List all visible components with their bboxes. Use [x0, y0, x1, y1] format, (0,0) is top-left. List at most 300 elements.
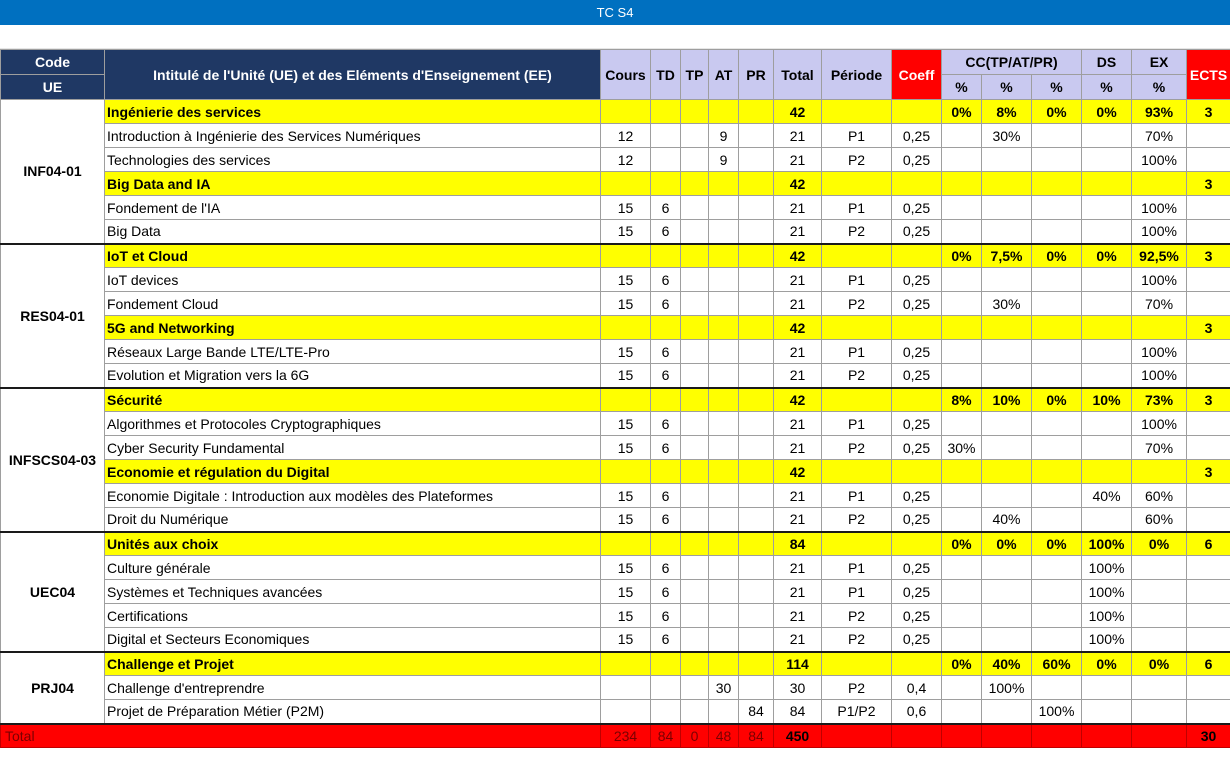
ee-title: Evolution et Migration vers la 6G [105, 364, 601, 388]
blank-row [0, 25, 1230, 49]
ee-cell: 100% [982, 676, 1032, 700]
ee-title: Fondement Cloud [105, 292, 601, 316]
ee-cell [1187, 124, 1230, 148]
ee-cell: 21 [774, 340, 822, 364]
ee-cell [982, 364, 1032, 388]
ee-cell [1187, 628, 1230, 652]
ee-cell: P1 [822, 196, 892, 220]
ee-cell [1032, 364, 1082, 388]
ee-cell [1032, 508, 1082, 532]
ee-cell [1132, 676, 1187, 700]
ee-cell: P2 [822, 220, 892, 244]
ee-cell: 6 [651, 628, 681, 652]
ee-cell: 70% [1132, 292, 1187, 316]
ue-cell: 8% [982, 100, 1032, 124]
header-cc: CC(TP/AT/PR) [942, 50, 1082, 75]
ee-row [1, 700, 1230, 724]
ue-cell [942, 172, 982, 196]
ee-cell [1187, 292, 1230, 316]
ee-cell: 0,25 [892, 364, 942, 388]
total-cell [822, 724, 892, 748]
ee-cell: 21 [774, 364, 822, 388]
ee-cell: 21 [774, 436, 822, 460]
ee-cell: 6 [651, 364, 681, 388]
ee-cell: 100% [1132, 412, 1187, 436]
ee-cell: 6 [651, 556, 681, 580]
ee-cell [709, 340, 739, 364]
ue-cell: 0% [1032, 532, 1082, 556]
ee-cell: 70% [1132, 436, 1187, 460]
ee-row [1, 364, 1230, 388]
ee-cell: 100% [1132, 364, 1187, 388]
ue-cell [681, 316, 709, 340]
ee-cell [942, 148, 982, 172]
ue-cell: 42 [774, 172, 822, 196]
total-ects: 30 [1187, 724, 1230, 748]
ee-cell [739, 196, 774, 220]
ee-cell: P2 [822, 364, 892, 388]
ee-cell [681, 508, 709, 532]
ee-cell: 15 [601, 364, 651, 388]
ue-cell [601, 244, 651, 268]
ee-cell: 84 [739, 700, 774, 724]
ee-cell [942, 580, 982, 604]
ee-cell [709, 580, 739, 604]
total-cell: 0 [681, 724, 709, 748]
ue-cell: 93% [1132, 100, 1187, 124]
ee-cell [709, 268, 739, 292]
ue-cell: 0% [1082, 652, 1132, 676]
ee-cell [709, 412, 739, 436]
ee-cell [739, 676, 774, 700]
ee-cell [1132, 700, 1187, 724]
ee-cell [982, 484, 1032, 508]
ue-cell: 0% [1132, 652, 1187, 676]
ue-cell: 42 [774, 244, 822, 268]
ee-cell: 100% [1132, 340, 1187, 364]
ee-cell [942, 292, 982, 316]
ue-cell: 0% [942, 652, 982, 676]
ee-title: Systèmes et Techniques avancées [105, 580, 601, 604]
total-cell: 84 [651, 724, 681, 748]
ee-cell: 15 [601, 580, 651, 604]
ee-row [1, 580, 1230, 604]
ee-cell: 15 [601, 604, 651, 628]
ue-cell [822, 652, 892, 676]
ue-cell [892, 652, 942, 676]
ue-cell: 0% [1032, 388, 1082, 412]
ee-cell [1032, 556, 1082, 580]
header-ue: UE [1, 75, 105, 100]
total-cell [942, 724, 982, 748]
ee-cell [1032, 628, 1082, 652]
ee-cell: 21 [774, 508, 822, 532]
ue-cell [982, 172, 1032, 196]
ee-cell [1132, 556, 1187, 580]
ee-cell [942, 220, 982, 244]
ee-cell: P1/P2 [822, 700, 892, 724]
ee-cell [942, 604, 982, 628]
header-cc-pct-3: % [1032, 75, 1082, 100]
ee-cell: 12 [601, 148, 651, 172]
ee-cell: 6 [651, 268, 681, 292]
ee-row [1, 196, 1230, 220]
ee-cell: 15 [601, 292, 651, 316]
ee-cell: 70% [1132, 124, 1187, 148]
ue-cell: 73% [1132, 388, 1187, 412]
ue-cell [822, 244, 892, 268]
ee-cell [739, 268, 774, 292]
ee-cell: 21 [774, 148, 822, 172]
ue-cell: 8% [942, 388, 982, 412]
ee-title: Algorithmes et Protocoles Cryptographiques [105, 412, 601, 436]
ee-cell [681, 340, 709, 364]
ee-row [1, 148, 1230, 172]
header-cc-pct-2: % [982, 75, 1032, 100]
ee-cell: 21 [774, 412, 822, 436]
ue-cell: 42 [774, 100, 822, 124]
ee-cell: 0,25 [892, 196, 942, 220]
total-cell: 234 [601, 724, 651, 748]
ee-cell: 40% [1082, 484, 1132, 508]
ee-cell: 6 [651, 436, 681, 460]
ee-row [1, 292, 1230, 316]
ee-cell [709, 484, 739, 508]
ee-cell [1187, 220, 1230, 244]
ue-cell: 0% [1032, 244, 1082, 268]
ue-cell [651, 244, 681, 268]
ee-title: Big Data [105, 220, 601, 244]
ee-cell: 21 [774, 556, 822, 580]
ee-cell [1187, 604, 1230, 628]
ee-cell [739, 124, 774, 148]
ee-cell [1082, 196, 1132, 220]
total-row [1, 724, 1230, 748]
ue-title: Challenge et Projet [105, 652, 601, 676]
ue-cell [822, 532, 892, 556]
ee-row [1, 556, 1230, 580]
ee-cell [1187, 148, 1230, 172]
ee-cell [982, 412, 1032, 436]
ue-title: Economie et régulation du Digital [105, 460, 601, 484]
ee-cell [982, 436, 1032, 460]
ee-cell: 100% [1082, 628, 1132, 652]
ee-cell [1082, 676, 1132, 700]
header-ects: ECTS [1187, 50, 1230, 100]
ue-cell [739, 172, 774, 196]
ue-cell [1132, 172, 1187, 196]
header-at: AT [709, 50, 739, 100]
ee-cell [709, 604, 739, 628]
ue-cell: 0% [1132, 532, 1187, 556]
ee-cell: 60% [1132, 484, 1187, 508]
ue-cell [601, 172, 651, 196]
ue-cell [892, 172, 942, 196]
ee-cell [1032, 676, 1082, 700]
ee-cell: 6 [651, 220, 681, 244]
ee-cell [942, 196, 982, 220]
ue-cell [1032, 316, 1082, 340]
header-cours: Cours [601, 50, 651, 100]
ee-cell: 15 [601, 220, 651, 244]
ue-cell [942, 316, 982, 340]
ee-cell [1082, 124, 1132, 148]
ee-cell [942, 508, 982, 532]
total-cell: 450 [774, 724, 822, 748]
ue-cell [601, 652, 651, 676]
ee-cell [1082, 268, 1132, 292]
ee-cell: P1 [822, 340, 892, 364]
ue-cell [651, 172, 681, 196]
header-periode: Période [822, 50, 892, 100]
ee-cell: 15 [601, 556, 651, 580]
ee-cell [1187, 412, 1230, 436]
ue-cell: 0% [1082, 100, 1132, 124]
ee-cell: 21 [774, 268, 822, 292]
ue-cell [1132, 316, 1187, 340]
ee-cell: 21 [774, 220, 822, 244]
ee-cell: 100% [1082, 604, 1132, 628]
ue-code: PRJ04 [1, 652, 105, 724]
header-td: TD [651, 50, 681, 100]
ee-cell: 15 [601, 628, 651, 652]
ee-cell [651, 700, 681, 724]
ee-row [1, 340, 1230, 364]
ee-cell [739, 148, 774, 172]
ue-cell: 3 [1187, 316, 1230, 340]
ee-cell [1032, 196, 1082, 220]
ue-cell [1082, 316, 1132, 340]
ue-cell: 0% [942, 532, 982, 556]
ee-cell: 15 [601, 196, 651, 220]
ue-cell [739, 388, 774, 412]
ee-cell: 9 [709, 124, 739, 148]
ee-cell [982, 220, 1032, 244]
ee-cell [1032, 124, 1082, 148]
ee-cell [1032, 292, 1082, 316]
ee-cell [1187, 676, 1230, 700]
ee-cell [942, 628, 982, 652]
header-tp: TP [681, 50, 709, 100]
ee-cell: P1 [822, 556, 892, 580]
ee-cell: 6 [651, 340, 681, 364]
ee-cell: 6 [651, 508, 681, 532]
ee-cell: P2 [822, 148, 892, 172]
ee-cell [709, 628, 739, 652]
ee-cell: 0,25 [892, 436, 942, 460]
ue-cell [601, 100, 651, 124]
ue-row [1, 316, 1230, 340]
ee-cell [681, 148, 709, 172]
ee-cell: P1 [822, 580, 892, 604]
ee-cell [681, 580, 709, 604]
header-ds: DS [1082, 50, 1132, 75]
ue-cell: 3 [1187, 388, 1230, 412]
ue-cell [1132, 460, 1187, 484]
ue-row [1, 388, 1230, 412]
ee-row [1, 604, 1230, 628]
ee-cell: 0,25 [892, 508, 942, 532]
ee-cell [709, 436, 739, 460]
ee-cell: 0,25 [892, 148, 942, 172]
header-total: Total [774, 50, 822, 100]
ue-cell [1032, 460, 1082, 484]
ee-cell: 30% [982, 124, 1032, 148]
ee-cell [1082, 436, 1132, 460]
ee-cell [1032, 340, 1082, 364]
ee-cell: 0,25 [892, 580, 942, 604]
ue-cell [651, 532, 681, 556]
ue-cell [651, 652, 681, 676]
ee-cell [982, 148, 1032, 172]
ue-cell [709, 532, 739, 556]
ue-cell [709, 172, 739, 196]
ee-cell [982, 268, 1032, 292]
ue-cell: 42 [774, 460, 822, 484]
ee-cell [651, 148, 681, 172]
ee-cell: 0,25 [892, 292, 942, 316]
ee-cell [982, 340, 1032, 364]
ee-cell [1032, 220, 1082, 244]
ee-cell: 0,25 [892, 412, 942, 436]
ue-cell [739, 652, 774, 676]
ee-row [1, 484, 1230, 508]
header-ex: EX [1132, 50, 1187, 75]
ue-cell: 114 [774, 652, 822, 676]
ee-cell [1082, 148, 1132, 172]
ee-cell: P1 [822, 412, 892, 436]
ee-title: Challenge d'entreprendre [105, 676, 601, 700]
ue-cell: 60% [1032, 652, 1082, 676]
ee-cell [739, 508, 774, 532]
ee-cell [942, 700, 982, 724]
ee-cell [942, 364, 982, 388]
ue-cell: 3 [1187, 460, 1230, 484]
ee-cell: 21 [774, 124, 822, 148]
ee-row [1, 676, 1230, 700]
ee-row [1, 628, 1230, 652]
ue-code: INF04-01 [1, 100, 105, 244]
ee-cell: 6 [651, 196, 681, 220]
ue-cell [942, 460, 982, 484]
ue-cell [709, 100, 739, 124]
ee-cell [681, 700, 709, 724]
ee-cell: 0,25 [892, 604, 942, 628]
ee-title: IoT devices [105, 268, 601, 292]
ee-cell [1187, 340, 1230, 364]
ue-cell [822, 388, 892, 412]
total-cell [982, 724, 1032, 748]
sheet-title-bar [0, 0, 1230, 25]
ee-cell [1082, 220, 1132, 244]
ee-cell [709, 364, 739, 388]
ee-cell [942, 676, 982, 700]
ee-cell: P2 [822, 604, 892, 628]
ue-cell [709, 652, 739, 676]
ue-row [1, 100, 1230, 124]
ee-cell: 21 [774, 628, 822, 652]
ee-cell [1187, 700, 1230, 724]
ee-cell: P2 [822, 628, 892, 652]
ee-cell: 60% [1132, 508, 1187, 532]
ee-cell [681, 556, 709, 580]
ue-cell: 0% [942, 244, 982, 268]
ee-cell [942, 340, 982, 364]
ee-cell [681, 604, 709, 628]
ee-title: Cyber Security Fundamental [105, 436, 601, 460]
ee-cell [739, 292, 774, 316]
ue-row [1, 244, 1230, 268]
ue-cell [681, 652, 709, 676]
header-row-1 [1, 50, 1230, 75]
ee-cell [739, 436, 774, 460]
ee-cell [681, 412, 709, 436]
ue-cell: 3 [1187, 172, 1230, 196]
ee-cell [739, 340, 774, 364]
ee-cell: 21 [774, 580, 822, 604]
ee-cell: 30 [709, 676, 739, 700]
table-body [1, 100, 1230, 724]
ue-cell [982, 316, 1032, 340]
ee-row [1, 436, 1230, 460]
ue-cell [1032, 172, 1082, 196]
total-label: Total [1, 724, 601, 748]
ue-cell: 84 [774, 532, 822, 556]
ee-cell: 15 [601, 508, 651, 532]
ee-cell: 6 [651, 292, 681, 316]
ee-cell [681, 436, 709, 460]
ee-cell [681, 268, 709, 292]
ue-cell [739, 460, 774, 484]
ee-cell: P1 [822, 484, 892, 508]
ee-cell [709, 556, 739, 580]
ee-cell [1132, 628, 1187, 652]
ee-row [1, 124, 1230, 148]
ee-cell [1082, 508, 1132, 532]
ee-cell: 0,25 [892, 628, 942, 652]
total-cell [1132, 724, 1187, 748]
ee-title: Droit du Numérique [105, 508, 601, 532]
ue-cell: 10% [982, 388, 1032, 412]
ue-cell [822, 460, 892, 484]
ee-cell [1132, 580, 1187, 604]
ue-cell [601, 460, 651, 484]
ee-cell: 0,25 [892, 268, 942, 292]
ue-cell [739, 244, 774, 268]
ee-row [1, 220, 1230, 244]
ee-cell [1082, 412, 1132, 436]
ee-cell [1132, 604, 1187, 628]
ee-cell: 0,25 [892, 340, 942, 364]
ue-row [1, 652, 1230, 676]
ee-cell [1032, 580, 1082, 604]
ee-title: Réseaux Large Bande LTE/LTE-Pro [105, 340, 601, 364]
ee-cell [942, 484, 982, 508]
ee-cell: 0,6 [892, 700, 942, 724]
ee-cell [982, 196, 1032, 220]
ue-code: UEC04 [1, 532, 105, 652]
ee-cell [709, 196, 739, 220]
ee-cell [739, 484, 774, 508]
ee-cell: 100% [1132, 220, 1187, 244]
ee-cell: P2 [822, 508, 892, 532]
ee-cell: 100% [1132, 196, 1187, 220]
ee-cell [1032, 148, 1082, 172]
ue-cell [709, 388, 739, 412]
ue-cell: 3 [1187, 244, 1230, 268]
ue-cell [892, 244, 942, 268]
ue-cell [709, 316, 739, 340]
